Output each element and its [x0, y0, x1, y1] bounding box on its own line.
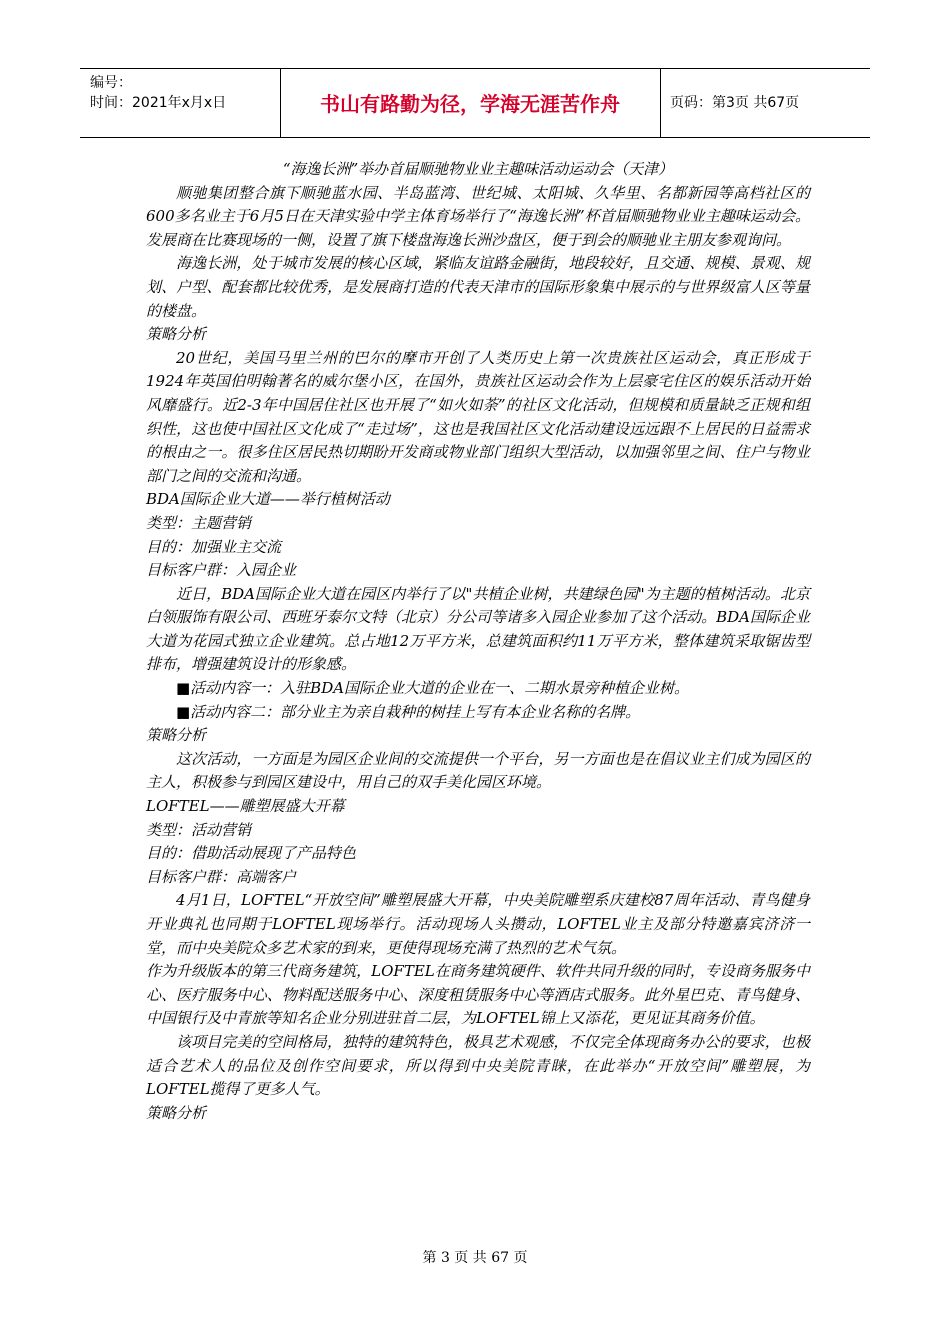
page-footer: 第 3 页 共 67 页 — [422, 1250, 528, 1266]
page-header — [80, 68, 870, 138]
paragraph: 目标客户群：入园企业 — [146, 561, 297, 580]
paragraph: 目的：加强业主交流 — [146, 537, 282, 556]
paragraph: 类型：活动营销 — [146, 820, 252, 839]
header-code: 编号： — [90, 75, 132, 91]
paragraph: 4月1日，LOFTEL“开放空间”雕塑展盛大开幕，中央美院雕塑系庆建校87周年活动、青鸟健身开业典礼也同期于LOFTEL现场举行。活动现场人头攒动，LOFTEL业主及部分特邀嘉宾济济一堂，而中央美院众多艺术家的到来，更使得现场充满了热烈的艺术气氛。 — [146, 891, 810, 957]
paragraph: 该项目完美的空间格局，独特的建筑特色，极具艺术观感，不仅完全体现商务办公的要求，也极适合艺术人的品位及创作空间要求，所以得到中央美院青睐，在此举办“开放空间”雕塑展，为LOFTEL揽得了更多人气。 — [146, 1032, 810, 1099]
paragraph: 策略分析 — [146, 325, 207, 344]
paragraph: 目标客户群：高端客户 — [146, 867, 297, 886]
paragraph: 策略分析 — [146, 1103, 207, 1122]
paragraph: 海逸长洲，处于城市发展的核心区域，紧临友谊路金融街，地段较好，且交通、规模、景观、规划、户型、配套都比较优秀，是发展商打造的代表天津市的国际形象集中展示的与世界级富人区等量的楼盘。 — [146, 254, 810, 320]
document-body — [146, 158, 810, 1125]
paragraph: LOFTEL——雕塑展盛大开幕 — [146, 797, 345, 816]
paragraph: 近日，BDA国际企业大道在园区内举行了以"共植企业树，共建绿色园"为主题的植树活动。北京白领服饰有限公司、西班牙泰尔文特（北京）分公司等诸多入园企业参加了这个活动。BDA国际企业大道为花园式独立企业建筑。总占地12万平方米，总建筑面积约11万平方米，整体建筑采取锯齿型排布，增强建筑设计的形象感。 — [146, 584, 810, 674]
paragraph: ■活动内容二：部分业主为亲自栽种的树挂上写有本企业名称的名牌。 — [176, 702, 641, 721]
paragraph: ■活动内容一：入驻BDA国际企业大道的企业在一、二期水景旁种植企业树。 — [176, 679, 690, 698]
header-page-number: 页码：第3页 共67页 — [670, 95, 800, 111]
paragraph: 作为升级版本的第三代商务建筑，LOFTEL在商务建筑硬件、软件共同升级的同时，专设商务服务中心、医疗服务中心、物料配送服务中心、深度租赁服务中心等酒店式服务。此外星巴克、青鸟健身、中国银行及中青旅等知名企业分别进驻首二层，为LOFTEL锦上又添花，更见证其商务价值。 — [146, 962, 810, 1028]
paragraph: BDA国际企业大道——举行植树活动 — [146, 490, 390, 509]
document-title: “海逸长洲”举办首届顺驰物业业主趣味活动运动会（天津） — [282, 160, 674, 178]
paragraph: 这次活动，一方面是为园区企业间的交流提供一个平台，另一方面也是在倡议业主们成为园区的主人，积极参与到园区建设中，用自己的双手美化园区环境。 — [146, 749, 810, 792]
paragraph: 策略分析 — [146, 726, 207, 745]
paragraph: 类型：主题营销 — [146, 513, 252, 532]
header-meta — [90, 73, 226, 113]
header-divider — [660, 69, 661, 137]
paragraph: 20世纪，美国马里兰州的巴尔的摩市开创了人类历史上第一次贵族社区运动会，真正形成于1924年英国伯明翰著名的威尔堡小区，在国外，贵族社区运动会作为上层豪宅住区的娱乐活动开始风靡盛行。近2-3年中国居住社区也开展了“如火如荼”的社区文化活动，但规模和质量缺乏正规和组织性，这也使中国社区文化成了“走过场”，这也是我国社区文化活动建设远远跟不上居民的日益需求的根由之一。很多住区居民热切期盼开发商或物业部门组织大型活动，以加强邻里之间、住户与物业部门之间的交流和沟通。 — [146, 348, 810, 485]
header-motto: 书山有路勤为径，学海无涯苦作舟 — [320, 92, 620, 116]
header-time: 时间：2021年x月x日 — [90, 95, 227, 111]
paragraph: 目的：借助活动展现了产品特色 — [146, 844, 357, 863]
paragraph: 顺驰集团整合旗下顺驰蓝水园、半岛蓝湾、世纪城、太阳城、久华里、名都新园等高档社区的600多名业主于6月5日在天津实验中学主体育场举行了“海逸长洲”杯首届顺驰物业业主趣味运动会。发展商在比赛现场的一侧，设置了旗下楼盘海逸长洲沙盘区，便于到会的顺驰业主朋友参观询问。 — [146, 183, 810, 249]
